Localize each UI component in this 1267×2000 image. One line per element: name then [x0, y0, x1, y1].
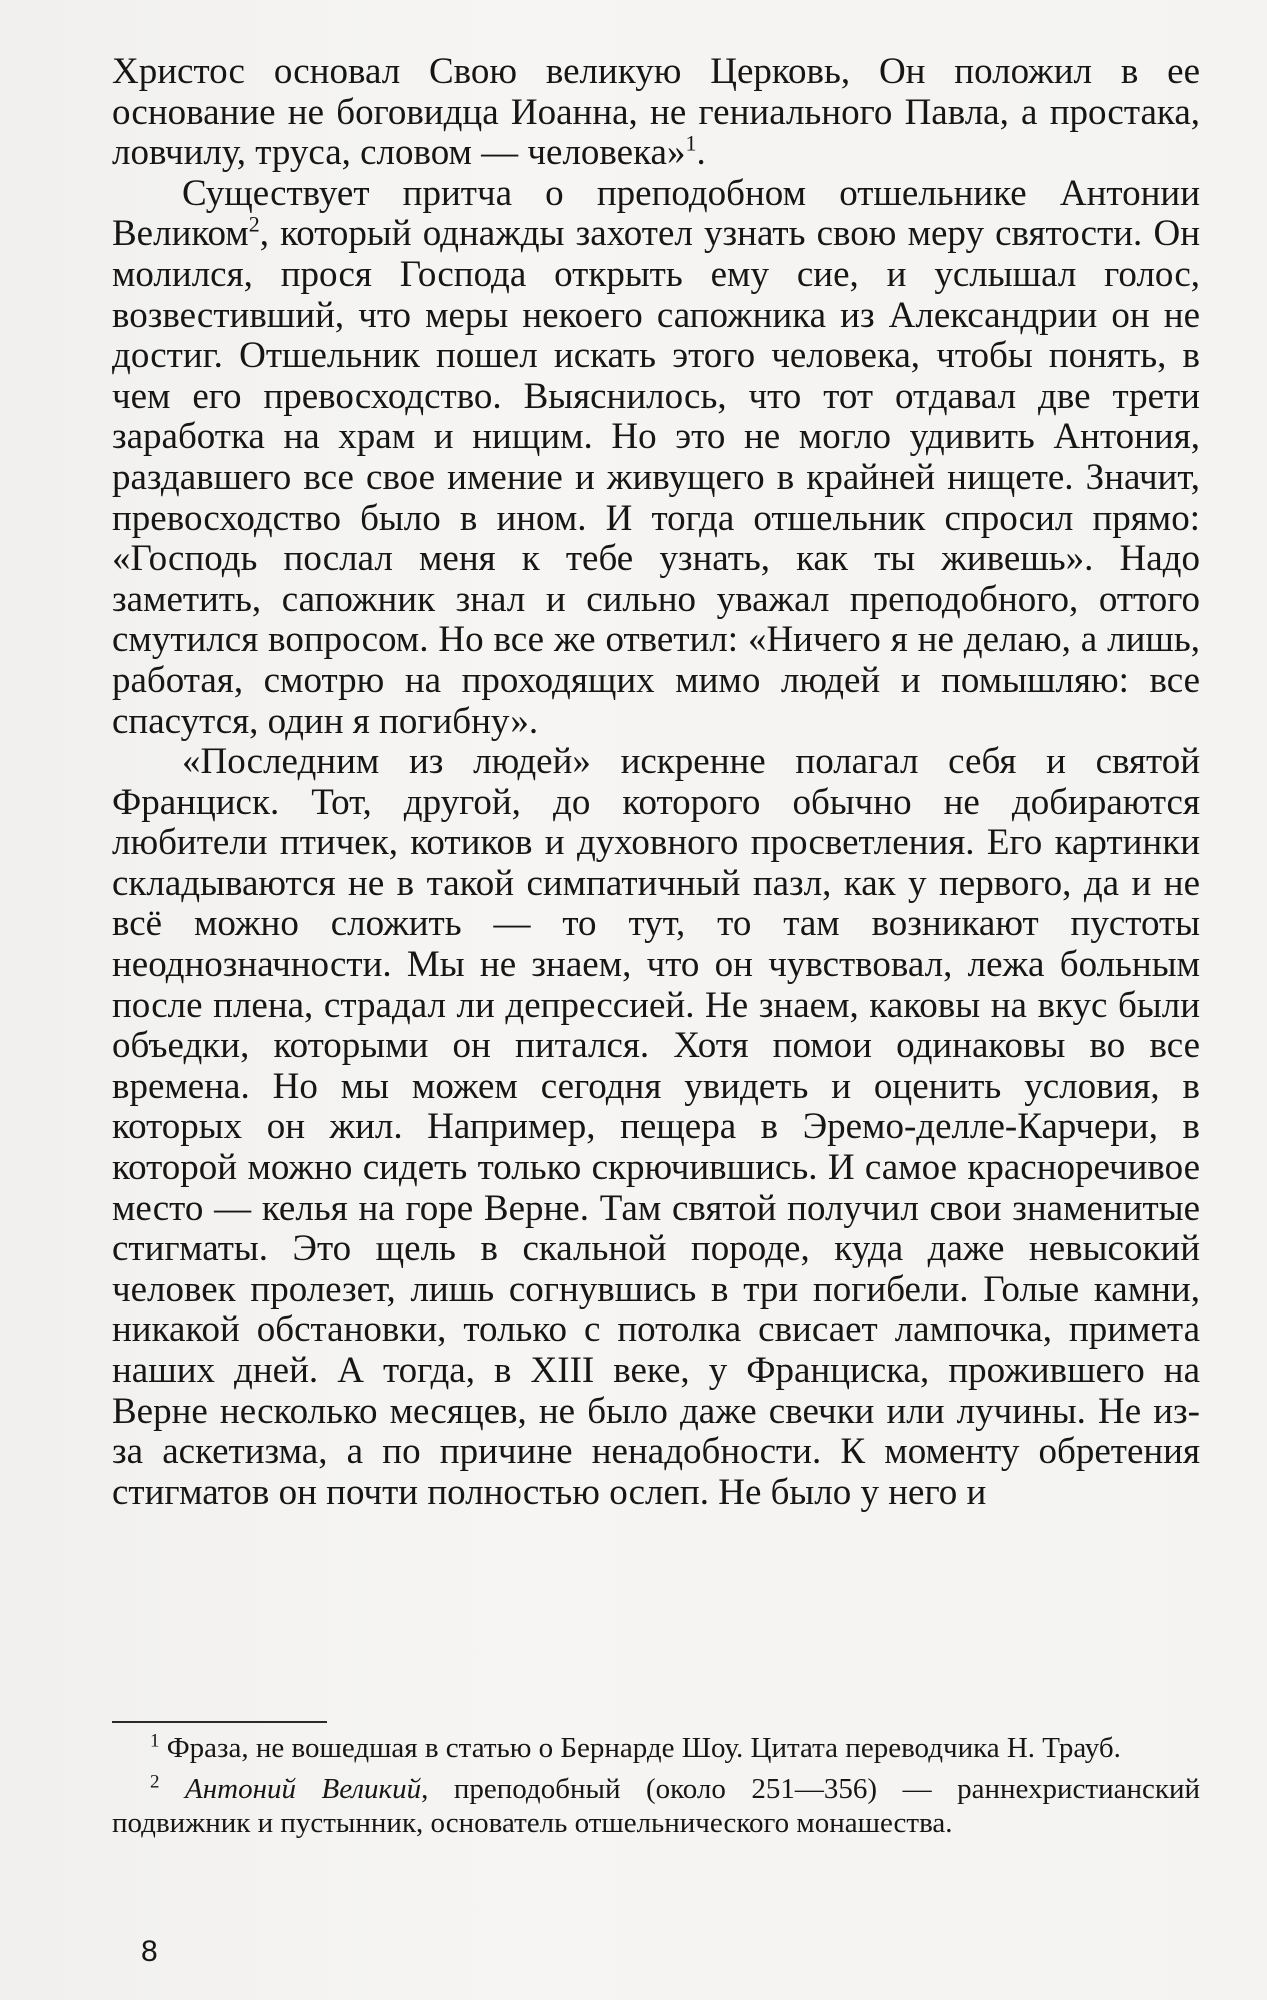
- footnote-2-text: , преподобный (около 251—356) — раннехристианский подвижник и пустынник, основатель отшельнического монашества.: [112, 1772, 1200, 1839]
- paragraph-3-text: «Последним из людей» искренне полагал себя и святой Франциск. Тот, другой, до которого обычно не добираются любители птичек, котиков и духовного просветления. Его картинки складываются не в такой симпатичный пазл, как у первого, да и не всё можно сложить — то тут, то там возникают пустоты неоднозначности. Мы не знаем, что он чувствовал, лежа больным после плена, страдал ли депрессией. Не знаем, каковы на вкус были объедки, которыми он питался. Хотя помои одинаковы во все времена. Но мы можем сегодня увидеть и оценить условия, в которых он жил. Например, пещера в Эремо-делле-Карчери, в которой можно сидеть только скрючившись. И самое красноречивое место — келья на горе Верне. Там святой получил свои знаменитые стигматы. Это щель в скальной породе, куда даже невысокий человек пролезет, лишь согнувшись в три погибели. Голые камни, никакой обстановки, только с потолка свисает лампочка, примета наших дней. А тогда, в XIII веке, у Франциска, прожившего на Верне несколько месяцев, не было даже свечки или лучины. Не из-за аскетизма, а по причине ненадобности. К моменту обретения стигматов он почти полностью ослеп. Не было у него и: [112, 741, 1200, 1513]
- footnote-2-term: Антоний Великий: [185, 1772, 422, 1805]
- paragraph-2-text-after: , который однажды захотел узнать свою меру святости. Он молился, прося Господа открыть ему сие, и услышал голос, возвестивший, что меры некоего сапожника из Александрии он не достиг. Отшельник пошел искать этого человека, чтобы понять, в чем его превосходство. Выяснилось, что тот отдавал две трети заработка на храм и нищим. Но это не могло удивить Антония, раздавшего все свое имение и живущего в крайней нищете. Значит, превосходство было в ином. И тогда отшельник спросил прямо: «Господь послал меня к тебе узнать, как ты живешь». Надо заметить, сапожник знал и сильно уважал преподобного, оттого смутился вопросом. Но все же ответил: «Ничего я не делаю, а лишь, работая, смотрю на проходящих мимо людей и помышляю: все спасутся, один я погибну».: [112, 213, 1200, 742]
- footnote-divider: [112, 1721, 327, 1723]
- footnote-1-text: Фраза, не вошедшая в статью о Бернарде Шоу. Цитата переводчика Н. Трауб.: [166, 1732, 1121, 1764]
- page-number: 8: [141, 1935, 158, 1968]
- paragraph-1: Христос основал Свою великую Церковь, Он положил в ее основание не боговидца Иоанна, не гениального Павла, а простака, ловчилу, труса, словом — человека»$^1$.: [112, 51, 1200, 174]
- footnote-1-mark: 1: [150, 1730, 160, 1752]
- main-text: [112, 52, 1200, 1513]
- paragraph-2: [112, 174, 1200, 742]
- footnote-ref-2: 2: [248, 212, 260, 238]
- paragraph-2-text-before: Существует притча о преподобном отшельнике Антонии Великом: [112, 172, 1200, 255]
- footnotes: [112, 1731, 1200, 1847]
- paragraph-3: [112, 742, 1200, 1513]
- footnote-2: [112, 1772, 1200, 1841]
- footnote-2-mark: 2: [150, 1770, 160, 1792]
- footnote-1: [112, 1731, 1200, 1766]
- footnote-ref-1: 1: [685, 130, 697, 156]
- paragraph-1-text: Христос основал Свою великую Церковь, Он положил в ее основание не боговидца Иоанна, не гениального Павла, а простака, ловчилу, труса, словом — человека»: [112, 51, 1200, 174]
